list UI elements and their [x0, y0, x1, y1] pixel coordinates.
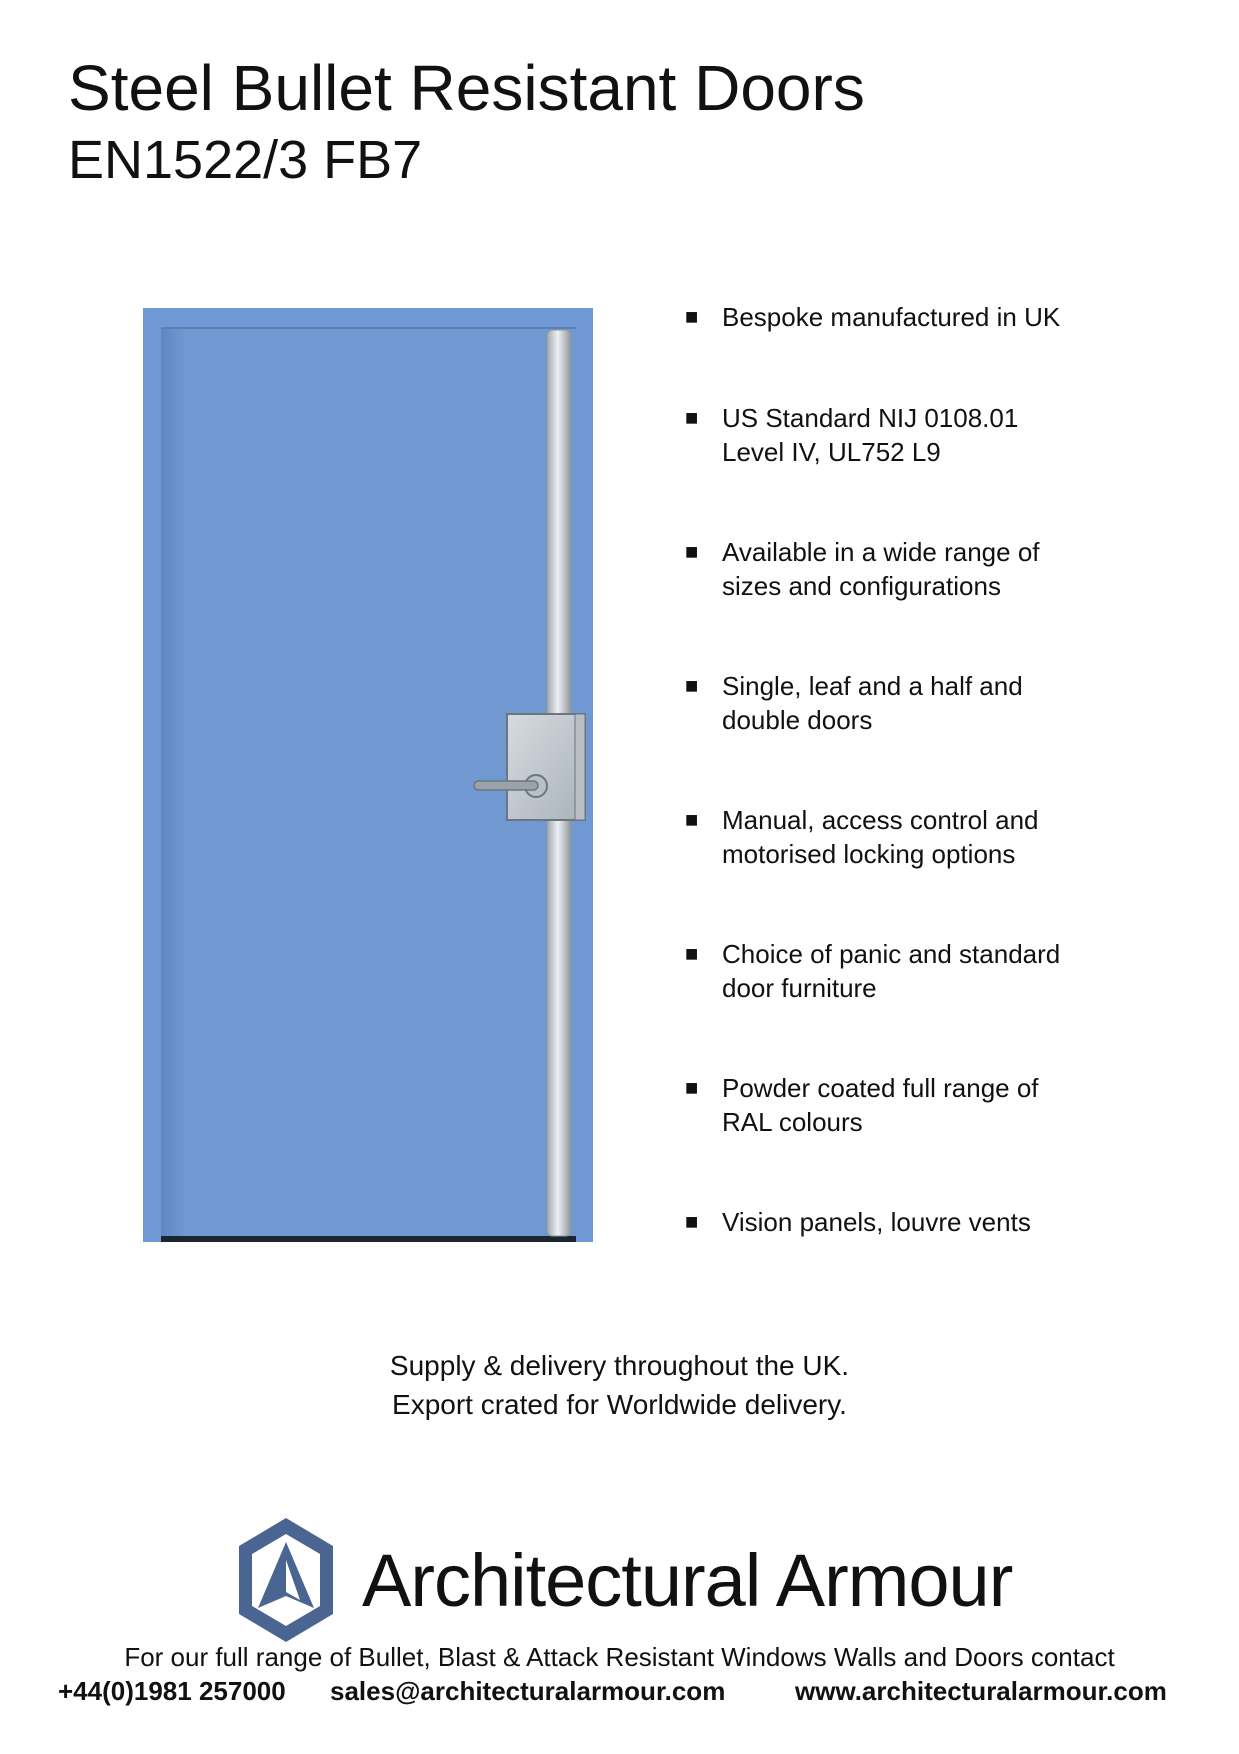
feature-text: Available in a wide range of: [722, 537, 1040, 567]
email-link[interactable]: sales@architecturalarmour.com: [330, 1676, 726, 1706]
bullet-icon: ■: [685, 941, 699, 966]
feature-text: sizes and configurations: [722, 571, 1001, 601]
door-threshold: [161, 1236, 576, 1242]
supply-line-2: Export crated for Worldwide delivery.: [392, 1389, 847, 1420]
page-subtitle: EN1522/3 FB7: [68, 130, 423, 190]
bullet-icon: ■: [685, 1209, 699, 1234]
bullet-icon: ■: [685, 405, 699, 430]
feature-text: motorised locking options: [722, 839, 1016, 869]
bullet-icon: ■: [685, 1075, 699, 1100]
feature-text: Level IV, UL752 L9: [722, 437, 941, 467]
feature-text: US Standard NIJ 0108.01: [722, 403, 1019, 433]
phone-number[interactable]: +44(0)1981 257000: [58, 1676, 286, 1706]
feature-text: Choice of panic and standard: [722, 939, 1061, 969]
page-title: Steel Bullet Resistant Doors: [68, 52, 865, 124]
website-link[interactable]: www.architecturalarmour.com: [795, 1676, 1167, 1706]
feature-text: Manual, access control and: [722, 805, 1039, 835]
lock-plate: [507, 714, 585, 820]
feature-text: RAL colours: [722, 1107, 863, 1137]
brand-name: Architectural Armour: [362, 1539, 1013, 1622]
bullet-icon: ■: [685, 304, 699, 329]
door-illustration: [143, 308, 593, 1242]
footer-tagline: For our full range of Bullet, Blast & Attack Resistant Windows Walls and Doors contact: [124, 1642, 1115, 1672]
feature-text: double doors: [722, 705, 873, 735]
bullet-icon: ■: [685, 673, 699, 698]
feature-text: Single, leaf and a half and: [722, 671, 1023, 701]
bullet-icon: ■: [685, 539, 699, 564]
bullet-icon: ■: [685, 807, 699, 832]
feature-text: door furniture: [722, 973, 877, 1003]
feature-text: Bespoke manufactured in UK: [722, 302, 1061, 332]
feature-text: Powder coated full range of: [722, 1073, 1039, 1103]
door-handle: [474, 781, 538, 790]
hexagon-a-logo-icon: [236, 1516, 336, 1644]
feature-text: Vision panels, louvre vents: [722, 1207, 1031, 1237]
supply-line-1: Supply & delivery throughout the UK.: [389, 1350, 850, 1381]
